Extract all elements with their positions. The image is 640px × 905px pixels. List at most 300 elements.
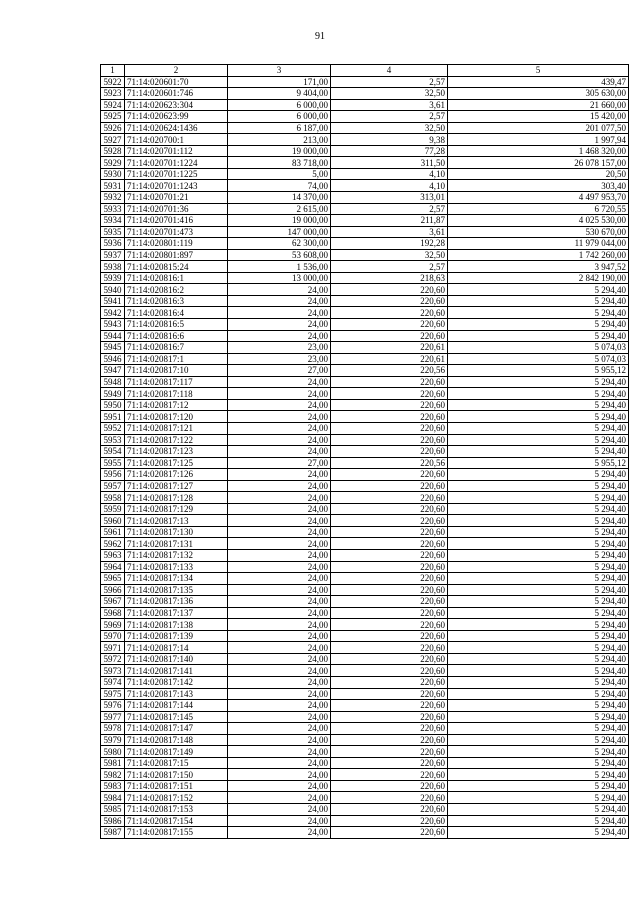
cadastral-number: 71:14:020817:147 [125,723,228,735]
rate-cell: 220,60 [331,526,448,538]
cadastral-number: 71:14:020817:127 [125,480,228,492]
rate-cell: 220,56 [331,365,448,377]
table-row [101,584,629,596]
area-cell: 24,00 [228,307,331,319]
row-number: 5944 [101,330,125,342]
value-cell: 5 074,03 [448,353,629,365]
column-header: 1 [101,65,125,77]
row-number: 5983 [101,780,125,792]
area-cell: 23,00 [228,353,331,365]
area-cell: 24,00 [228,723,331,735]
row-number: 5967 [101,596,125,608]
area-cell: 74,00 [228,180,331,192]
row-number: 5960 [101,515,125,527]
value-cell: 5 294,40 [448,399,629,411]
rate-cell: 2,57 [331,76,448,88]
rate-cell: 220,60 [331,780,448,792]
cadastral-number: 71:14:020816:2 [125,284,228,296]
value-cell: 5 294,40 [448,827,629,839]
rate-cell: 220,60 [331,711,448,723]
area-cell: 24,00 [228,295,331,307]
value-cell: 6 720,55 [448,203,629,215]
rate-cell: 220,60 [331,607,448,619]
row-number: 5949 [101,388,125,400]
page-number: 91 [315,31,325,42]
area-cell: 24,00 [228,469,331,481]
area-cell: 24,00 [228,319,331,331]
rate-cell: 220,60 [331,746,448,758]
cadastral-number: 71:14:020817:151 [125,780,228,792]
table-row [101,457,629,469]
cadastral-number: 71:14:020817:145 [125,711,228,723]
value-cell: 5 294,40 [448,492,629,504]
area-cell: 24,00 [228,804,331,816]
table-row [101,538,629,550]
value-cell: 5 294,40 [448,411,629,423]
rate-cell: 220,60 [331,434,448,446]
cadastral-number: 71:14:020817:153 [125,804,228,816]
row-number: 5970 [101,630,125,642]
table-row [101,827,629,839]
value-cell: 5 294,40 [448,619,629,631]
table-row [101,757,629,769]
rate-cell: 220,60 [331,584,448,596]
cadastral-number: 71:14:020817:134 [125,573,228,585]
cadastral-number: 71:14:020817:148 [125,734,228,746]
table-row [101,157,629,169]
area-cell: 5,00 [228,168,331,180]
area-cell: 24,00 [228,573,331,585]
row-number: 5938 [101,261,125,273]
area-cell: 24,00 [228,480,331,492]
row-number: 5923 [101,88,125,100]
cadastral-number: 71:14:020816:7 [125,342,228,354]
table-row [101,711,629,723]
area-cell: 24,00 [228,376,331,388]
table-row [101,272,629,284]
area-cell: 24,00 [228,746,331,758]
table-row [101,526,629,538]
row-number: 5930 [101,168,125,180]
cadastral-number: 71:14:020817:141 [125,665,228,677]
table-row [101,145,629,157]
area-cell: 147 000,00 [228,226,331,238]
column-header: 5 [448,65,629,77]
row-number: 5937 [101,249,125,261]
value-cell: 5 074,03 [448,342,629,354]
cadastral-number: 71:14:020701:36 [125,203,228,215]
table-row [101,99,629,111]
row-number: 5955 [101,457,125,469]
area-cell: 24,00 [228,665,331,677]
area-cell: 24,00 [228,630,331,642]
row-number: 5934 [101,215,125,227]
table-header-row [101,65,629,77]
cadastral-number: 71:14:020817:139 [125,630,228,642]
row-number: 5978 [101,723,125,735]
cadastral-number: 71:14:020817:130 [125,526,228,538]
area-cell: 24,00 [228,642,331,654]
rate-cell: 220,60 [331,422,448,434]
row-number: 5971 [101,642,125,654]
value-cell: 5 294,40 [448,746,629,758]
rate-cell: 311,50 [331,157,448,169]
rate-cell: 220,60 [331,827,448,839]
rate-cell: 220,60 [331,757,448,769]
value-cell: 5 294,40 [448,561,629,573]
table-body [101,76,629,838]
cadastral-number: 71:14:020817:129 [125,503,228,515]
row-number: 5979 [101,734,125,746]
rate-cell: 220,60 [331,503,448,515]
table-row [101,365,629,377]
rate-cell: 220,60 [331,330,448,342]
area-cell: 27,00 [228,457,331,469]
rate-cell: 211,87 [331,215,448,227]
rate-cell: 3,61 [331,99,448,111]
area-cell: 62 300,00 [228,238,331,250]
rate-cell: 220,60 [331,700,448,712]
rate-cell: 9,38 [331,134,448,146]
column-header: 4 [331,65,448,77]
table-row [101,469,629,481]
rate-cell: 220,60 [331,307,448,319]
area-cell: 24,00 [228,561,331,573]
cadastral-number: 71:14:020817:136 [125,596,228,608]
rate-cell: 192,28 [331,238,448,250]
table-row [101,319,629,331]
area-cell: 24,00 [228,492,331,504]
rate-cell: 220,60 [331,596,448,608]
value-cell: 5 294,40 [448,503,629,515]
row-number: 5946 [101,353,125,365]
value-cell: 21 660,00 [448,99,629,111]
table-row [101,769,629,781]
area-cell: 24,00 [228,827,331,839]
cadastral-number: 71:14:020817:120 [125,411,228,423]
area-cell: 24,00 [228,619,331,631]
table-row [101,203,629,215]
cadastral-number: 71:14:020701:1224 [125,157,228,169]
row-number: 5987 [101,827,125,839]
value-cell: 5 294,40 [448,284,629,296]
value-cell: 5 294,40 [448,642,629,654]
rate-cell: 220,60 [331,469,448,481]
rate-cell: 3,61 [331,226,448,238]
area-cell: 2 615,00 [228,203,331,215]
value-cell: 5 294,40 [448,480,629,492]
cadastral-number: 71:14:020817:133 [125,561,228,573]
table-row [101,238,629,250]
row-number: 5935 [101,226,125,238]
table-row [101,76,629,88]
value-cell: 5 955,12 [448,457,629,469]
table-row [101,295,629,307]
cadastral-number: 71:14:020817:149 [125,746,228,758]
area-cell: 24,00 [228,388,331,400]
rate-cell: 32,50 [331,88,448,100]
rate-cell: 220,60 [331,665,448,677]
area-cell: 24,00 [228,688,331,700]
area-cell: 24,00 [228,446,331,458]
value-cell: 439,47 [448,76,629,88]
cadastral-number: 71:14:020817:155 [125,827,228,839]
value-cell: 5 294,40 [448,295,629,307]
rate-cell: 220,60 [331,319,448,331]
cadastral-number: 71:14:020817:143 [125,688,228,700]
cadastral-number: 71:14:020817:154 [125,815,228,827]
cadastre-table [100,64,629,839]
table-row [101,503,629,515]
value-cell: 305 630,00 [448,88,629,100]
rate-cell: 220,60 [331,399,448,411]
area-cell: 6 000,00 [228,111,331,123]
table-row [101,480,629,492]
table-row [101,307,629,319]
table-row [101,630,629,642]
value-cell: 5 294,40 [448,665,629,677]
table-row [101,596,629,608]
rate-cell: 220,60 [331,388,448,400]
value-cell: 20,50 [448,168,629,180]
value-cell: 4 497 953,70 [448,192,629,204]
table-row [101,792,629,804]
value-cell: 1 742 260,00 [448,249,629,261]
row-number: 5954 [101,446,125,458]
value-cell: 5 294,40 [448,688,629,700]
rate-cell: 220,60 [331,642,448,654]
cadastral-number: 71:14:020817:123 [125,446,228,458]
value-cell: 5 294,40 [448,653,629,665]
area-cell: 24,00 [228,538,331,550]
row-number: 5958 [101,492,125,504]
rate-cell: 220,60 [331,549,448,561]
value-cell: 1 997,94 [448,134,629,146]
row-number: 5975 [101,688,125,700]
value-cell: 15 420,00 [448,111,629,123]
table-row [101,434,629,446]
row-number: 5924 [101,99,125,111]
row-number: 5966 [101,584,125,596]
cadastral-number: 71:14:020701:1243 [125,180,228,192]
value-cell: 5 294,40 [448,376,629,388]
rate-cell: 220,60 [331,446,448,458]
rate-cell: 220,60 [331,723,448,735]
column-header: 2 [125,65,228,77]
cadastral-number: 71:14:020601:746 [125,88,228,100]
cadastral-number: 71:14:020701:473 [125,226,228,238]
area-cell: 1 536,00 [228,261,331,273]
row-number: 5984 [101,792,125,804]
rate-cell: 313,01 [331,192,448,204]
table-row [101,330,629,342]
value-cell: 5 294,40 [448,607,629,619]
table-row [101,399,629,411]
cadastral-number: 71:14:020701:1225 [125,168,228,180]
table-row [101,422,629,434]
rate-cell: 32,50 [331,249,448,261]
cadastral-number: 71:14:020801:897 [125,249,228,261]
table-row [101,653,629,665]
value-cell: 5 294,40 [448,307,629,319]
cadastral-number: 71:14:020817:138 [125,619,228,631]
area-cell: 14 370,00 [228,192,331,204]
row-number: 5941 [101,295,125,307]
area-cell: 24,00 [228,596,331,608]
cadastral-number: 71:14:020816:5 [125,319,228,331]
row-number: 5932 [101,192,125,204]
table-row [101,665,629,677]
row-number: 5925 [101,111,125,123]
cadastral-number: 71:14:020817:131 [125,538,228,550]
rate-cell: 4,10 [331,180,448,192]
rate-cell: 77,28 [331,145,448,157]
value-cell: 5 294,40 [448,573,629,585]
row-number: 5945 [101,342,125,354]
value-cell: 5 294,40 [448,422,629,434]
value-cell: 5 294,40 [448,676,629,688]
cadastral-number: 71:14:020817:144 [125,700,228,712]
value-cell: 201 077,50 [448,122,629,134]
value-cell: 5 294,40 [448,330,629,342]
row-number: 5963 [101,549,125,561]
row-number: 5961 [101,526,125,538]
table-row [101,261,629,273]
value-cell: 3 947,52 [448,261,629,273]
table-row [101,607,629,619]
cadastral-number: 71:14:020817:132 [125,549,228,561]
area-cell: 24,00 [228,734,331,746]
rate-cell: 220,60 [331,769,448,781]
table-row [101,122,629,134]
area-cell: 9 404,00 [228,88,331,100]
cadastral-number: 71:14:020701:112 [125,145,228,157]
area-cell: 6 000,00 [228,99,331,111]
cadastral-number: 71:14:020817:12 [125,399,228,411]
area-cell: 13 000,00 [228,272,331,284]
cadastral-number: 71:14:020816:1 [125,272,228,284]
value-cell: 5 294,40 [448,469,629,481]
column-header: 3 [228,65,331,77]
rate-cell: 220,60 [331,653,448,665]
table-row [101,688,629,700]
rate-cell: 220,56 [331,457,448,469]
area-cell: 24,00 [228,526,331,538]
value-cell: 5 294,40 [448,757,629,769]
cadastral-number: 71:14:020623:304 [125,99,228,111]
rate-cell: 2,57 [331,111,448,123]
rate-cell: 2,57 [331,261,448,273]
value-cell: 5 294,40 [448,446,629,458]
table-row [101,411,629,423]
row-number: 5933 [101,203,125,215]
cadastral-number: 71:14:020701:21 [125,192,228,204]
area-cell: 24,00 [228,584,331,596]
value-cell: 5 955,12 [448,365,629,377]
row-number: 5980 [101,746,125,758]
rate-cell: 220,60 [331,515,448,527]
table-row [101,515,629,527]
row-number: 5952 [101,422,125,434]
cadastral-number: 71:14:020624:1436 [125,122,228,134]
row-number: 5948 [101,376,125,388]
cadastral-number: 71:14:020817:140 [125,653,228,665]
area-cell: 24,00 [228,503,331,515]
row-number: 5950 [101,399,125,411]
value-cell: 2 842 190,00 [448,272,629,284]
value-cell: 5 294,40 [448,804,629,816]
row-number: 5973 [101,665,125,677]
area-cell: 24,00 [228,515,331,527]
area-cell: 23,00 [228,342,331,354]
row-number: 5957 [101,480,125,492]
cadastral-number: 71:14:020817:128 [125,492,228,504]
table-row [101,734,629,746]
rate-cell: 220,60 [331,295,448,307]
value-cell: 5 294,40 [448,515,629,527]
row-number: 5927 [101,134,125,146]
table-row [101,780,629,792]
row-number: 5972 [101,653,125,665]
row-number: 5974 [101,676,125,688]
row-number: 5940 [101,284,125,296]
row-number: 5953 [101,434,125,446]
rate-cell: 220,60 [331,630,448,642]
value-cell: 5 294,40 [448,723,629,735]
cadastral-number: 71:14:020815:24 [125,261,228,273]
rate-cell: 220,60 [331,619,448,631]
value-cell: 5 294,40 [448,630,629,642]
table-row [101,180,629,192]
area-cell: 24,00 [228,399,331,411]
row-number: 5982 [101,769,125,781]
area-cell: 24,00 [228,411,331,423]
value-cell: 26 078 157,00 [448,157,629,169]
rate-cell: 2,57 [331,203,448,215]
table-row [101,549,629,561]
area-cell: 6 187,00 [228,122,331,134]
area-cell: 19 000,00 [228,145,331,157]
table-row [101,88,629,100]
cadastral-number: 71:14:020817:121 [125,422,228,434]
area-cell: 19 000,00 [228,215,331,227]
table-row [101,746,629,758]
cadastral-number: 71:14:020623:99 [125,111,228,123]
table-row [101,134,629,146]
value-cell: 303,40 [448,180,629,192]
value-cell: 5 294,40 [448,769,629,781]
area-cell: 24,00 [228,676,331,688]
area-cell: 213,00 [228,134,331,146]
area-cell: 24,00 [228,607,331,619]
area-cell: 24,00 [228,653,331,665]
cadastral-number: 71:14:020817:122 [125,434,228,446]
table-row [101,388,629,400]
table-row [101,226,629,238]
rate-cell: 220,60 [331,804,448,816]
rate-cell: 220,60 [331,561,448,573]
value-cell: 5 294,40 [448,700,629,712]
cadastral-number: 71:14:020817:126 [125,469,228,481]
cadastral-number: 71:14:020817:137 [125,607,228,619]
value-cell: 5 294,40 [448,434,629,446]
table-row [101,111,629,123]
rate-cell: 220,60 [331,411,448,423]
rate-cell: 220,61 [331,353,448,365]
rate-cell: 220,60 [331,376,448,388]
table-row [101,249,629,261]
row-number: 5956 [101,469,125,481]
